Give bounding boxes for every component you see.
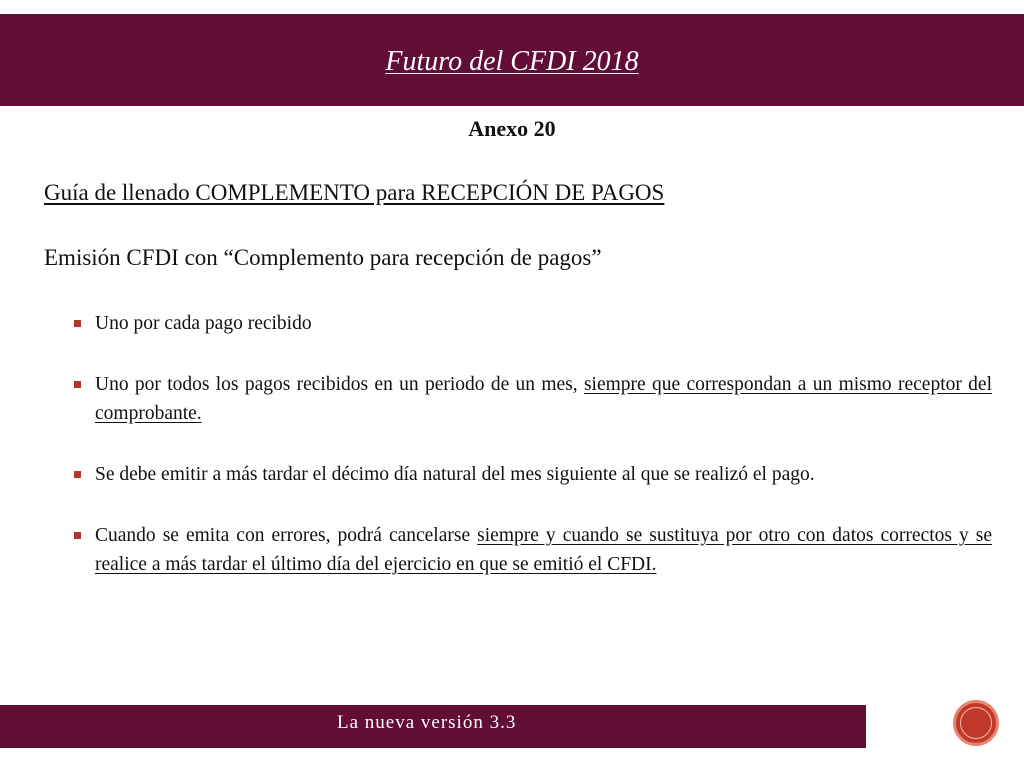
bullet-underlined-text: siempre que correspondan a un mismo receptor del comprobante. xyxy=(95,374,992,424)
square-bullet-icon xyxy=(74,532,81,539)
bullet-item xyxy=(44,460,992,489)
bullet-item xyxy=(44,521,992,579)
bullet-item xyxy=(44,309,992,338)
bullet-text: Cuando se emita con errores, podrá cancelarse xyxy=(95,525,478,546)
square-bullet-icon xyxy=(74,381,81,388)
square-bullet-icon xyxy=(74,320,81,327)
bullet-text: Uno por cada pago recibido xyxy=(95,313,312,334)
emission-line: Emisión CFDI con “Complemento para recepción de pagos” xyxy=(44,245,602,270)
bullet-list xyxy=(44,309,992,579)
slide-heading: Anexo 20 xyxy=(468,116,556,141)
footer-text: La nueva versión 3.3 xyxy=(337,712,517,733)
guide-title: Guía de llenado COMPLEMENTO para RECEPCIÓN DE PAGOS xyxy=(44,180,665,205)
bullet-item xyxy=(44,370,992,428)
bullet-text: Uno por todos los pagos recibidos en un periodo de un mes, xyxy=(95,374,584,395)
circular-logo-icon xyxy=(953,700,999,746)
bullet-underlined-text: siempre y cuando se sustituya por otro con datos correctos y se realice a más tardar el último día del ejercicio en que se emitió el CFDI. xyxy=(95,525,992,575)
bullet-text: Se debe emitir a más tardar el décimo día natural del mes siguiente al que se realizó el pago. xyxy=(95,464,815,485)
footer-bar xyxy=(0,705,866,748)
square-bullet-icon xyxy=(74,471,81,478)
slide-title: Futuro del CFDI 2018 xyxy=(385,46,639,77)
title-bar xyxy=(0,14,1024,106)
